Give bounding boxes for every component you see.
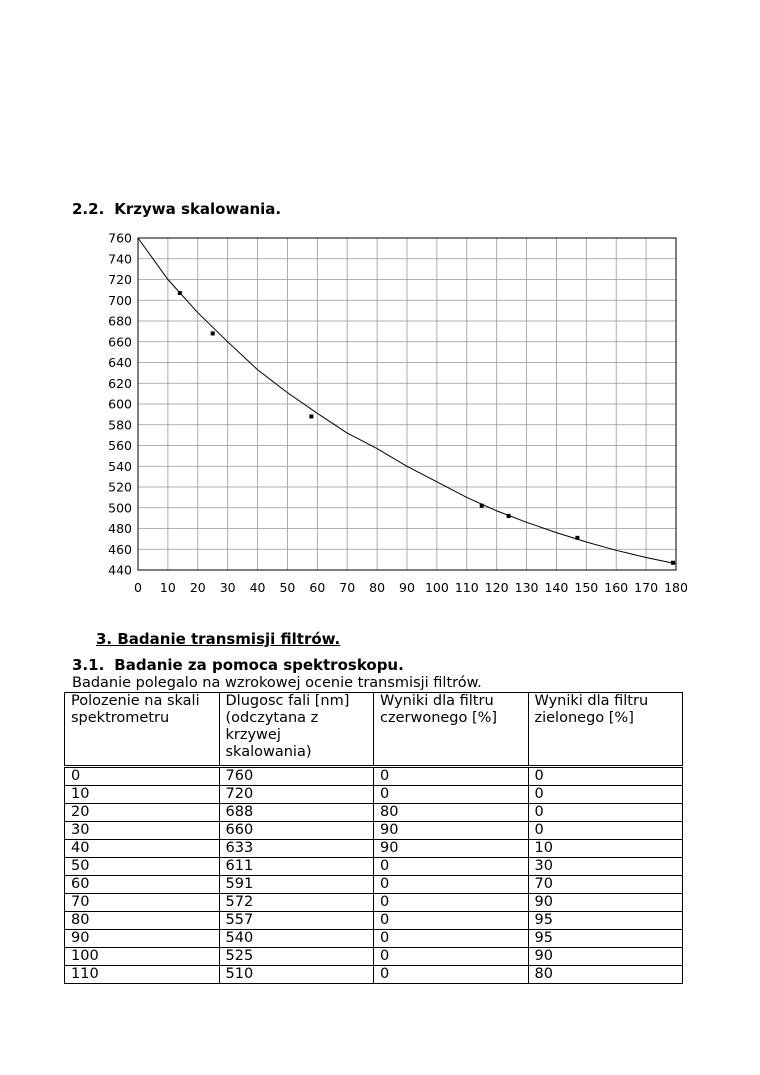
cell-green-filter: 80 [528,966,683,984]
table-row [65,804,683,822]
data-point [671,561,675,565]
y-tick-label: 760 [108,230,132,246]
cell-wavelength: 572 [219,894,374,912]
filter-transmission-table [64,692,683,984]
cell-red-filter: 0 [374,858,529,876]
section-number: 2.2. [72,200,105,218]
header-green-filter: Wyniki dla filtru zielonego [%] [528,693,683,767]
cell-green-filter: 0 [528,767,683,786]
cell-red-filter: 0 [374,767,529,786]
cell-green-filter: 90 [528,894,683,912]
cell-red-filter: 80 [374,804,529,822]
cell-scale-position: 50 [65,858,220,876]
cell-red-filter: 0 [374,894,529,912]
cell-scale-position: 100 [65,948,220,966]
x-tick-label: 120 [484,580,509,595]
y-tick-label: 440 [108,562,132,578]
y-tick-label: 700 [108,292,132,308]
table-row [65,894,683,912]
y-tick-label: 520 [108,479,132,495]
section-3-1-heading [72,656,404,674]
cell-scale-position: 20 [65,804,220,822]
y-tick-label: 680 [108,313,132,329]
cell-red-filter: 0 [374,876,529,894]
cell-scale-position: 40 [65,840,220,858]
x-tick-label: 160 [604,580,629,595]
x-tick-label: 0 [134,580,142,595]
cell-wavelength: 525 [219,948,374,966]
cell-green-filter: 10 [528,840,683,858]
y-tick-label: 460 [108,541,132,557]
data-point [211,331,215,335]
cell-green-filter: 0 [528,822,683,840]
section-title: Badanie za pomoca spektroskopu. [114,656,404,674]
x-tick-label: 110 [454,580,479,595]
x-tick-label: 40 [249,580,266,595]
table-row [65,786,683,804]
cell-red-filter: 0 [374,966,529,984]
table-header-row [65,693,683,767]
cell-wavelength: 688 [219,804,374,822]
cell-wavelength: 540 [219,930,374,948]
y-tick-label: 540 [108,458,132,474]
header-scale-position: Polozenie na skali spektrometru [65,693,220,767]
cell-wavelength: 557 [219,912,374,930]
cell-scale-position: 110 [65,966,220,984]
table-row [65,930,683,948]
cell-scale-position: 90 [65,930,220,948]
cell-green-filter: 95 [528,912,683,930]
cell-red-filter: 0 [374,948,529,966]
intro-text: Badanie polegalo na wzrokowej ocenie transmisji filtrów. [72,675,482,691]
y-tick-label: 500 [108,500,132,516]
cell-red-filter: 90 [374,840,529,858]
x-tick-label: 90 [399,580,415,595]
cell-scale-position: 10 [65,786,220,804]
x-tick-label: 130 [514,580,539,595]
section-number: 3.1. [72,656,105,674]
table-row [65,912,683,930]
y-tick-label: 600 [108,396,132,412]
cell-wavelength: 720 [219,786,374,804]
y-tick-label: 580 [108,417,132,433]
table-row [65,858,683,876]
y-tick-label: 720 [108,272,132,287]
y-tick-label: 660 [108,334,132,350]
cell-red-filter: 0 [374,930,529,948]
cell-scale-position: 0 [65,767,220,786]
cell-scale-position: 60 [65,876,220,894]
x-tick-label: 80 [369,580,386,595]
cell-green-filter: 70 [528,876,683,894]
header-wavelength: Dlugosc fali [nm] (odczytana z krzywej skalowania) [219,693,374,767]
section-title: Badanie transmisji filtrów. [117,630,341,648]
data-point [480,504,484,508]
cell-wavelength: 760 [219,767,374,786]
x-tick-label: 100 [424,580,449,595]
table-row [65,767,683,786]
x-tick-label: 30 [219,580,236,595]
cell-green-filter: 0 [528,786,683,804]
cell-green-filter: 0 [528,804,683,822]
cell-green-filter: 90 [528,948,683,966]
x-tick-label: 10 [159,580,176,595]
table-row [65,966,683,984]
cell-wavelength: 633 [219,840,374,858]
cell-wavelength: 591 [219,876,374,894]
header-red-filter: Wyniki dla filtru czerwonego [%] [374,693,529,767]
section-3-heading [96,630,340,648]
data-point [178,291,182,295]
cell-wavelength: 611 [219,858,374,876]
x-tick-label: 150 [574,580,599,595]
data-point [309,414,313,418]
x-tick-label: 180 [664,580,688,595]
cell-wavelength: 510 [219,966,374,984]
cell-red-filter: 0 [374,786,529,804]
section-number: 3. [96,630,113,648]
cell-green-filter: 30 [528,858,683,876]
cell-red-filter: 90 [374,822,529,840]
cell-red-filter: 0 [374,912,529,930]
cell-wavelength: 660 [219,822,374,840]
y-tick-label: 620 [108,375,132,391]
x-tick-label: 140 [544,580,569,595]
x-tick-label: 170 [634,580,659,595]
y-tick-label: 640 [108,355,132,370]
cell-green-filter: 95 [528,930,683,948]
table-row [65,822,683,840]
x-tick-label: 60 [309,580,326,595]
cell-scale-position: 30 [65,822,220,840]
table-row [65,876,683,894]
table-row [65,948,683,966]
x-tick-label: 20 [189,580,206,595]
table-row [65,840,683,858]
section-title: Krzywa skalowania. [114,200,282,218]
data-point [575,536,579,540]
cell-scale-position: 80 [65,912,220,930]
data-point [507,514,511,518]
y-tick-label: 560 [108,438,132,453]
cell-scale-position: 70 [65,894,220,912]
y-tick-label: 480 [108,521,132,536]
x-tick-label: 70 [339,580,356,595]
x-tick-label: 50 [279,580,296,595]
y-tick-label: 740 [108,251,132,267]
